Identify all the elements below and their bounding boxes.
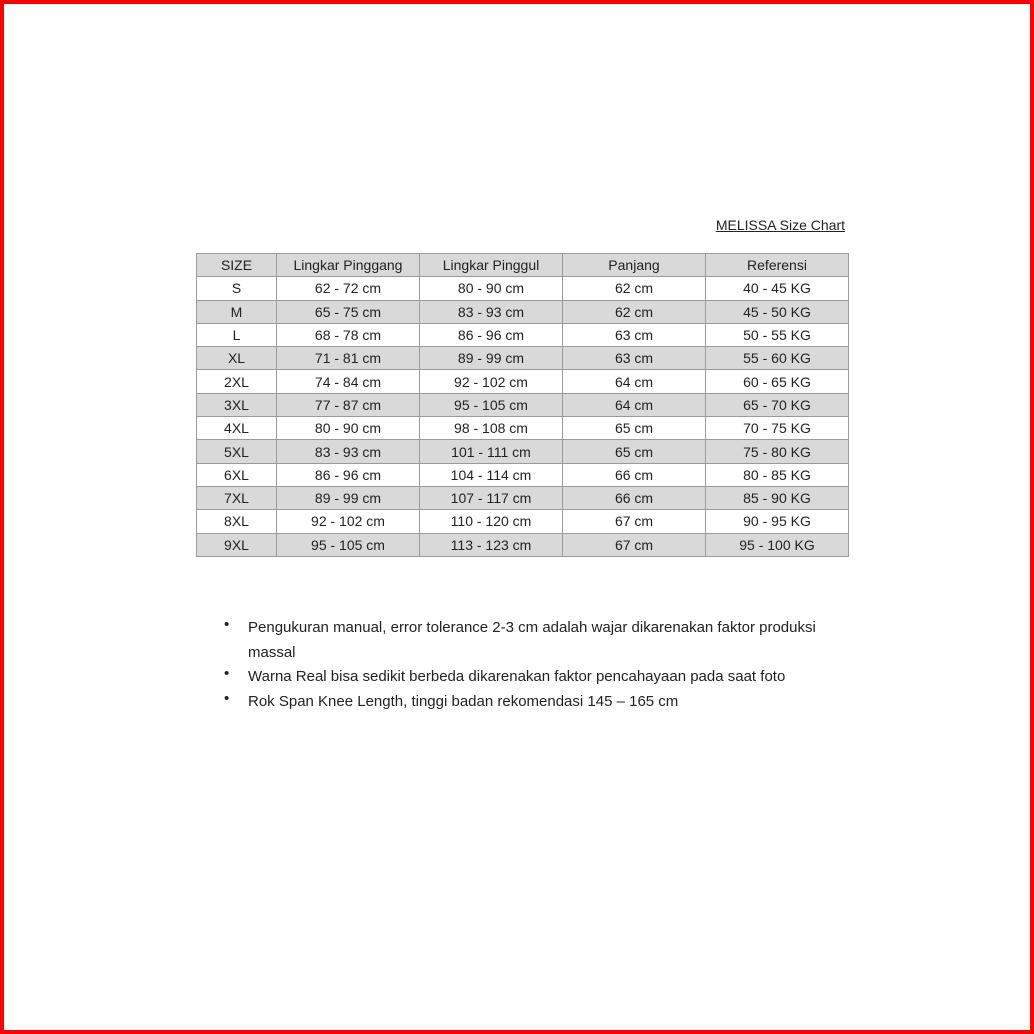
cell-waist: 62 - 72 cm — [277, 277, 420, 300]
cell-length: 64 cm — [563, 393, 706, 416]
table-row — [197, 440, 849, 463]
cell-reference: 45 - 50 KG — [706, 300, 849, 323]
cell-reference: 60 - 65 KG — [706, 370, 849, 393]
cell-hip: 107 - 117 cm — [420, 486, 563, 509]
cell-hip: 92 - 102 cm — [420, 370, 563, 393]
cell-reference: 90 - 95 KG — [706, 510, 849, 533]
header-size: SIZE — [197, 254, 277, 277]
cell-size: S — [197, 277, 277, 300]
header-hip: Lingkar Pinggul — [420, 254, 563, 277]
table-row — [197, 370, 849, 393]
cell-hip: 83 - 93 cm — [420, 300, 563, 323]
note-text: Pengukuran manual, error tolerance 2-3 cm adalah wajar dikarenakan faktor produksi massal — [248, 619, 816, 661]
bullet-icon: • — [224, 616, 230, 633]
cell-size: 3XL — [197, 393, 277, 416]
cell-length: 65 cm — [563, 440, 706, 463]
note-item — [220, 616, 860, 665]
cell-length: 63 cm — [563, 347, 706, 370]
cell-length: 62 cm — [563, 277, 706, 300]
table-row — [197, 323, 849, 346]
cell-reference: 75 - 80 KG — [706, 440, 849, 463]
bullet-icon: • — [224, 665, 230, 682]
cell-size: 4XL — [197, 417, 277, 440]
cell-hip: 86 - 96 cm — [420, 323, 563, 346]
cell-length: 67 cm — [563, 510, 706, 533]
cell-size: 9XL — [197, 533, 277, 556]
cell-size: 8XL — [197, 510, 277, 533]
header-waist: Lingkar Pinggang — [277, 254, 420, 277]
cell-length: 63 cm — [563, 323, 706, 346]
cell-waist: 65 - 75 cm — [277, 300, 420, 323]
cell-waist: 92 - 102 cm — [277, 510, 420, 533]
table-row — [197, 277, 849, 300]
table-row — [197, 300, 849, 323]
table-row — [197, 393, 849, 416]
cell-reference: 55 - 60 KG — [706, 347, 849, 370]
table-header-row — [197, 254, 849, 277]
cell-length: 62 cm — [563, 300, 706, 323]
cell-size: XL — [197, 347, 277, 370]
cell-waist: 83 - 93 cm — [277, 440, 420, 463]
cell-length: 66 cm — [563, 486, 706, 509]
cell-hip: 113 - 123 cm — [420, 533, 563, 556]
cell-length: 64 cm — [563, 370, 706, 393]
table-row — [197, 510, 849, 533]
bullet-icon: • — [224, 689, 230, 707]
cell-waist: 95 - 105 cm — [277, 533, 420, 556]
cell-hip: 80 - 90 cm — [420, 277, 563, 300]
cell-reference: 85 - 90 KG — [706, 486, 849, 509]
cell-reference: 40 - 45 KG — [706, 277, 849, 300]
size-chart-title: MELISSA Size Chart — [715, 217, 845, 233]
table-row — [197, 417, 849, 440]
cell-hip: 89 - 99 cm — [420, 347, 563, 370]
size-chart-table — [196, 253, 849, 557]
table-row — [197, 486, 849, 509]
cell-size: 6XL — [197, 463, 277, 486]
header-length: Panjang — [563, 254, 706, 277]
cell-hip: 101 - 111 cm — [420, 440, 563, 463]
cell-size: L — [197, 323, 277, 346]
cell-reference: 50 - 55 KG — [706, 323, 849, 346]
notes-list — [220, 616, 860, 714]
cell-reference: 95 - 100 KG — [706, 533, 849, 556]
cell-waist: 74 - 84 cm — [277, 370, 420, 393]
note-text: Warna Real bisa sedikit berbeda dikarenakan faktor pencahayaan pada saat foto — [248, 668, 786, 685]
cell-size: 5XL — [197, 440, 277, 463]
cell-hip: 98 - 108 cm — [420, 417, 563, 440]
cell-waist: 68 - 78 cm — [277, 323, 420, 346]
cell-waist: 80 - 90 cm — [277, 417, 420, 440]
cell-hip: 110 - 120 cm — [420, 510, 563, 533]
cell-hip: 95 - 105 cm — [420, 393, 563, 416]
note-item — [220, 665, 860, 690]
table-row — [197, 533, 849, 556]
note-item — [220, 690, 860, 715]
cell-length: 67 cm — [563, 533, 706, 556]
header-reference: Referensi — [706, 254, 849, 277]
cell-size: 2XL — [197, 370, 277, 393]
table-row — [197, 463, 849, 486]
cell-length: 66 cm — [563, 463, 706, 486]
note-text: Rok Span Knee Length, tinggi badan rekomendasi 145 – 165 cm — [248, 692, 679, 710]
table-row — [197, 347, 849, 370]
cell-waist: 86 - 96 cm — [277, 463, 420, 486]
cell-reference: 80 - 85 KG — [706, 463, 849, 486]
cell-waist: 89 - 99 cm — [277, 486, 420, 509]
cell-waist: 77 - 87 cm — [277, 393, 420, 416]
cell-length: 65 cm — [563, 417, 706, 440]
cell-reference: 65 - 70 KG — [706, 393, 849, 416]
cell-size: M — [197, 300, 277, 323]
cell-reference: 70 - 75 KG — [706, 417, 849, 440]
cell-waist: 71 - 81 cm — [277, 347, 420, 370]
cell-hip: 104 - 114 cm — [420, 463, 563, 486]
cell-size: 7XL — [197, 486, 277, 509]
